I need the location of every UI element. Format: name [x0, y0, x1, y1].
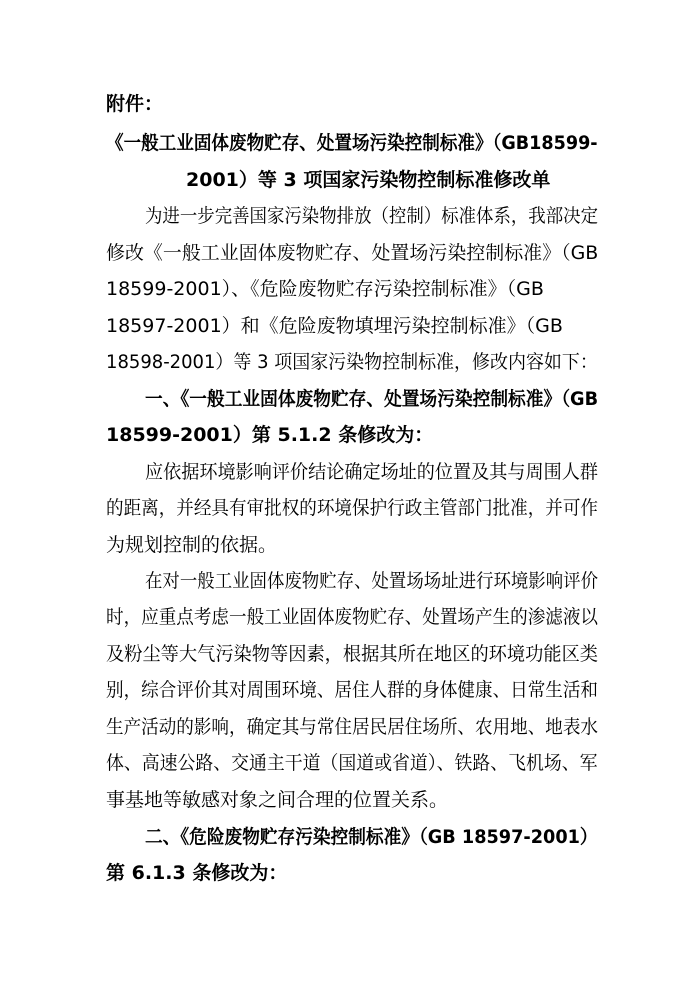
intro-line-1: 为进一步完善国家污染物排放（控制）标准体系，我部决定 [145, 205, 599, 227]
intro-line-5: 18598-2001）等 3 项国家污染物控制标准，修改内容如下： [106, 351, 598, 373]
attachment-label: 附件： [106, 93, 164, 115]
section2-heading-line-2: 第 6.1.3 条修改为： [106, 862, 288, 884]
section1-para2-line-1: 在对一般工业固体废物贮存、处置场场址进行环境影响评价 [145, 570, 599, 592]
section1-para1-line-3: 为规划控制的依据。 [106, 534, 278, 556]
section1-para2-line-7: 事基地等敏感对象之间合理的位置关系。 [106, 789, 449, 811]
section1-para2-line-2: 时，应重点考虑一般工业固体废物贮存、处置场产生的渗滤液以 [106, 606, 599, 628]
section1-para2-line-6: 体、高速公路、交通主干道（国道或省道）、铁路、飞机场、军 [106, 752, 598, 774]
intro-line-4: 18597-2001）和《危险废物填埋污染控制标准》（GB [106, 315, 563, 337]
section1-para2-line-4: 别，综合评价其对周围环境、居住人群的身体健康、日常生活和 [106, 679, 599, 701]
title-line-2: 2001）等 3 项国家污染物控制标准修改单 [186, 169, 551, 191]
section1-para2-line-5: 生产活动的影响，确定其与常住居民居住场所、农用地、地表水 [106, 716, 599, 738]
section1-para2-line-3: 及粉尘等大气污染物等因素，根据其所在地区的环境功能区类 [106, 643, 599, 665]
intro-line-3: 18599-2001）、《危险废物贮存污染控制标准》（GB [106, 278, 544, 300]
section1-heading-line-2: 18599-2001）第 5.1.2 条修改为： [106, 424, 434, 446]
section2-heading-line-1: 二、《危险废物贮存污染控制标准》（GB 18597-2001） [145, 826, 598, 848]
section1-para1-line-2: 的距离，并经具有审批权的环境保护行政主管部门批准，并可作 [106, 497, 599, 519]
section1-para1-line-1: 应依据环境影响评价结论确定场址的位置及其与周围人群 [145, 461, 599, 483]
intro-line-2: 修改《一般工业固体废物贮存、处置场污染控制标准》（GB [106, 242, 599, 264]
title-line-1: 《一般工业固体废物贮存、处置场污染控制标准》（GB18599- [106, 132, 598, 154]
section1-heading-line-1: 一、《一般工业固体废物贮存、处置场污染控制标准》（GB [145, 388, 599, 410]
